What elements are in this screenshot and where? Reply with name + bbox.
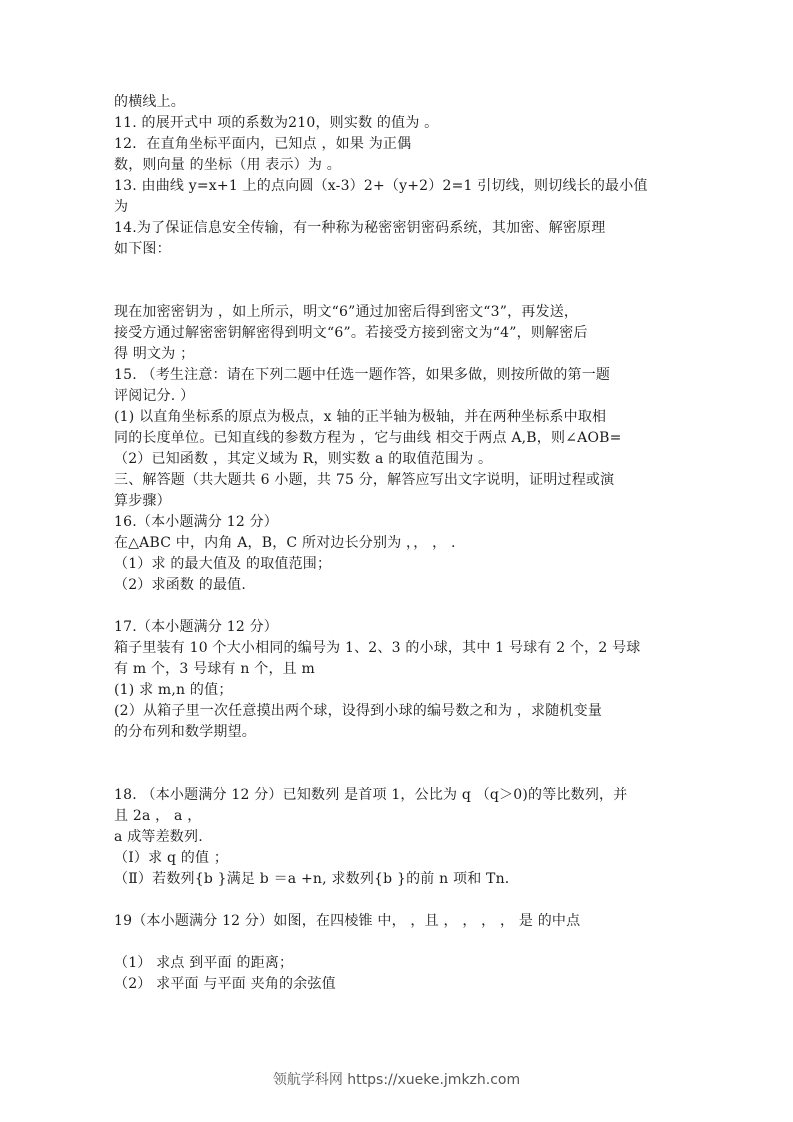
text-line: 数，则向量 的坐标（用 表示）为 。	[114, 157, 341, 173]
question-17-part-1: (1) 求 m,n 的值；	[114, 682, 233, 698]
question-15-part-2: （2）已知函数 ，其定义域为 R，则实数 a 的取值范围为 。	[114, 451, 493, 467]
text-line: 同的长度单位。已知直线的参数方程为 ，它与曲线 相交于两点 A,B，则∠AOB=	[114, 430, 622, 446]
text-line: 有 m 个，3 号球有 n 个，且 m	[114, 661, 315, 677]
text-line: 算步骤）	[114, 493, 171, 509]
spacer	[114, 890, 684, 911]
question-17-part-2: (2）从箱子里一次任意摸出两个球，设得到小球的编号数之和为 ，求随机变量	[114, 703, 603, 719]
text-line: a 成等差数列.	[114, 829, 203, 845]
text-line: 的分布列和数学期望。	[114, 724, 256, 740]
spacer	[114, 743, 684, 785]
block-question-18	[114, 785, 684, 890]
block-questions-14-16	[114, 302, 684, 596]
block-question-19	[114, 911, 684, 932]
question-18-part-1: （Ⅰ）求 q 的值 ；	[114, 850, 229, 866]
text-line: 接受方通过解密密钥解密得到明文“6”。若接受方接到密文为“4”，则解密后	[114, 325, 588, 341]
text-line: 箱子里装有 10 个大小相同的编号为 1、2、3 的小球，其中 1 号球有 2 个，2 号球	[114, 640, 641, 656]
question-11: 11. 的展开式中 项的系数为210，则实数 的值为 。	[114, 115, 439, 131]
block-question-19-parts	[114, 953, 684, 995]
text-line: 为	[114, 199, 129, 215]
spacer	[114, 932, 684, 953]
question-16: 16.（本小题满分 12 分）	[114, 514, 278, 530]
text-line: 如下图：	[114, 241, 171, 257]
question-16-part-2: （2）求函数 的最值.	[114, 577, 247, 593]
question-19: 19（本小题满分 12 分）如图，在四棱锥 中， ，且 ， ， ， ， 是 的中点	[114, 913, 581, 929]
question-16-part-1: （1）求 的最大值及 的取值范围；	[114, 556, 332, 572]
question-13: 13. 由曲线 y=x+1 上的点向圆（x-3）2+（y+2）2=1 引切线，则切线长的最小值	[114, 178, 648, 194]
text-line: 在△ABC 中，内角 A，B，C 所对边长分别为 ，， ， .	[114, 535, 456, 551]
question-15-part-1: (1) 以直角坐标系的原点为极点，x 轴的正半轴为极轴，并在两种坐标系中取相	[114, 409, 607, 425]
spacer	[114, 596, 684, 617]
document-body	[114, 92, 684, 995]
text-line: 现在加密密钥为 ，如上所示，明文“6”通过加密后得到密文“3”，再发送，	[114, 304, 579, 320]
text-line: 评阅记分. ）	[114, 388, 195, 404]
block-question-17	[114, 617, 684, 743]
question-19-part-1: （1） 求点 到平面 的距离；	[114, 955, 294, 971]
question-17: 17.（本小题满分 12 分）	[114, 619, 278, 635]
question-18: 18. （本小题满分 12 分）已知数列 是首项 1，公比为 q （q＞0)的等比数列，并	[114, 787, 628, 803]
text-line: 的横线上。	[114, 94, 185, 110]
question-19-part-2: （2） 求平面 与平面 夹角的余弦值	[114, 976, 336, 992]
footer-watermark: 领航学科网 https://xueke.jmkzh.com	[272, 1072, 521, 1088]
figure-placeholder	[114, 260, 684, 302]
text-line: 且 2a ， a ，	[114, 808, 202, 824]
text-line: 得 明文为 ；	[114, 346, 195, 362]
question-15: 15. （考生注意：请在下列二题中任选一题作答，如果多做，则按所做的第一题	[114, 367, 611, 383]
question-18-part-2: （Ⅱ）若数列{b }满足 b ＝a +n, 求数列{b }的前 n 项和 Tn.	[114, 871, 510, 887]
question-12: 12．在直角坐标平面内，已知点 ，如果 为正偶	[114, 136, 412, 152]
question-14: 14.为了保证信息安全传输，有一种称为秘密密钥密码系统，其加密、解密原理	[114, 220, 606, 236]
block-questions-11-14	[114, 92, 684, 260]
section-heading: 三、解答题（共大题共 6 小题，共 75 分，解答应写出文字说明，证明过程或演	[114, 472, 615, 488]
